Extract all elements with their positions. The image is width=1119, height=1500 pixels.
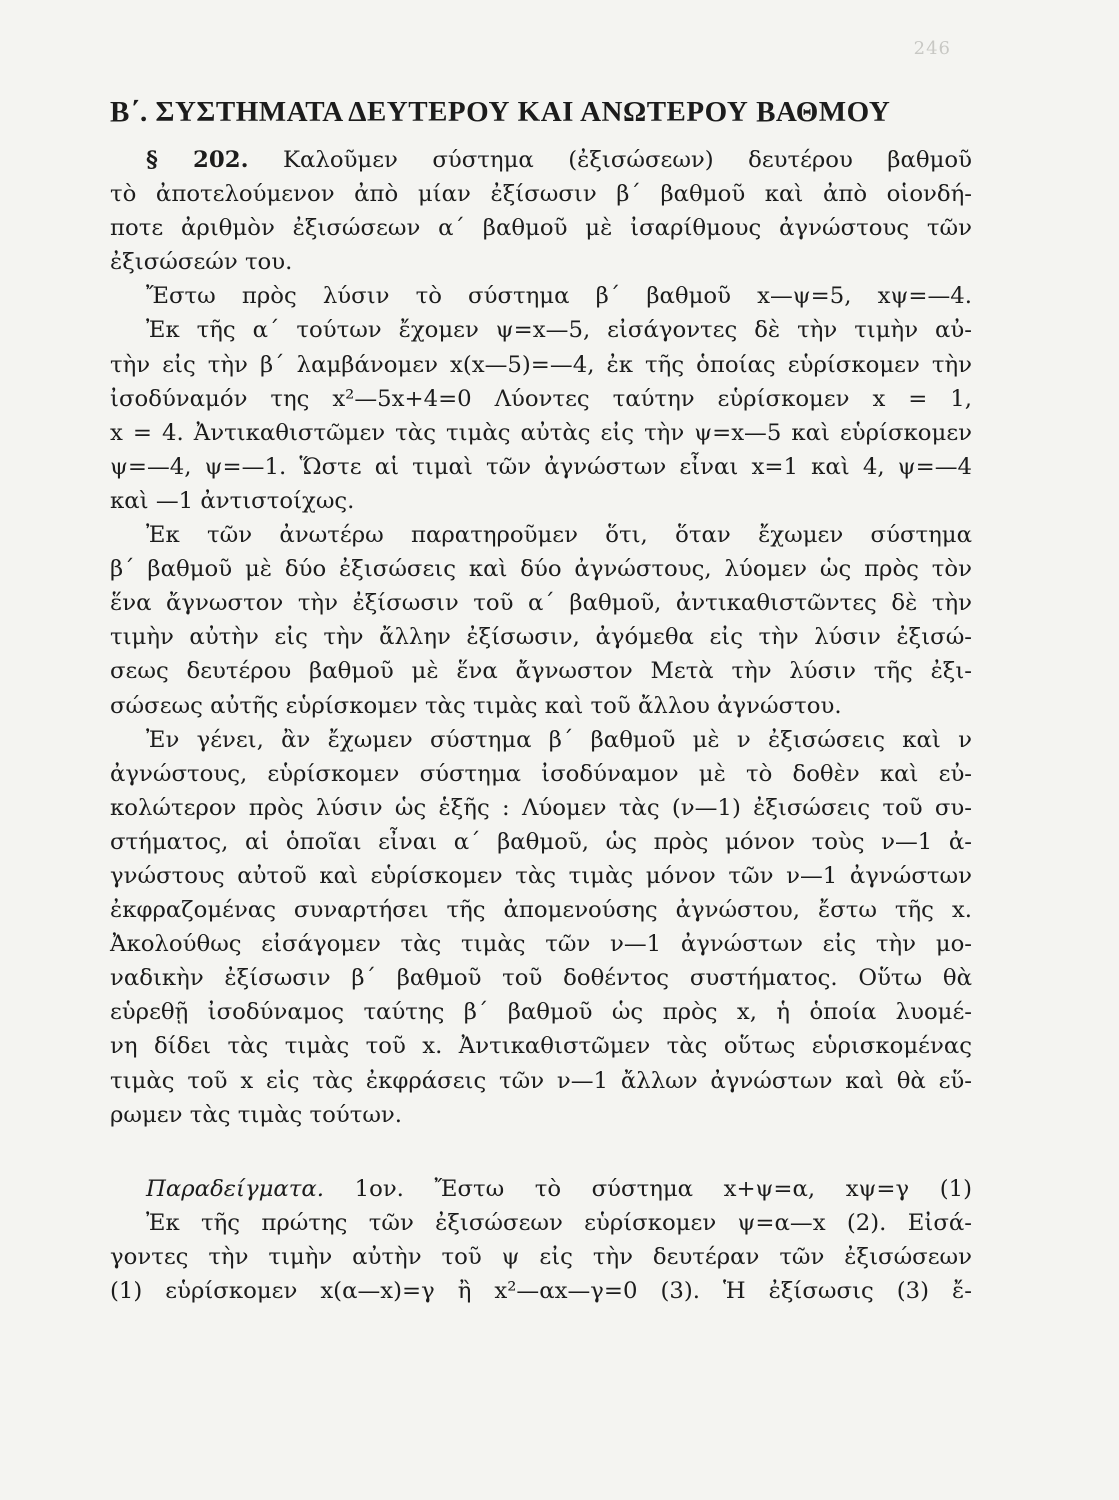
paragraph-line: σώσεως αὐτῆς εὑρίσκομεν τὰς τιμὰς καὶ τοῦ ἄλλου ἀγνώστου. (110, 692, 842, 719)
paragraph-202 (110, 143, 972, 279)
section-title: Β΄. ΣΥΣΤΗΜΑΤΑ ΔΕΥΤΕΡΟΥ ΚΑΙ ΑΝΩΤΕΡΟΥ ΒΑΘΜΟΥ (110, 96, 891, 128)
paragraph-line: ἀγνώστους, εὑρίσκομεν σύστημα ἰσοδύναμον μὲ τὸ δοθὲν καὶ εὐ- (110, 760, 972, 787)
paragraph-line: Ἐκ τῆς πρώτης τῶν ἐξισώσεων εὑρίσκομεν ψ=α—x (2). Εἰσά- (146, 1209, 972, 1236)
paragraph-gap (110, 1132, 972, 1172)
paragraph-line: γνώστους αὐτοῦ καὶ εὑρίσκομεν τὰς τιμὰς μόνον τῶν ν—1 ἀγνώστων (110, 862, 972, 889)
paragraph-line: Ἔστω πρὸς λύσιν τὸ σύστημα β΄ βαθμοῦ x—ψ=5, xψ=—4. (146, 283, 972, 310)
paragraph-line: Ἐκ τῶν ἀνωτέρω παρατηροῦμεν ὅτι, ὅταν ἔχωμεν σύστημα (146, 522, 972, 549)
paragraph-line: τιμὰς τοῦ x εἰς τὰς ἐκφράσεις τῶν ν—1 ἄλλων ἀγνώστων καὶ θὰ εὕ- (110, 1067, 972, 1094)
paragraph-line: ἰσοδύναμόν της x²—5x+4=0 Λύοντες ταύτην εὑρίσκομεν x = 1, (110, 385, 972, 412)
general-case-paragraph (110, 723, 972, 1132)
paragraph-line: Παραδείγματα. 1ον. Ἔστω τὸ σύστημα x+ψ=α, xψ=γ (1) (146, 1175, 972, 1202)
paragraph-line: τὴν εἰς τὴν β΄ λαμβάνομεν x(x—5)=—4, ἐκ τῆς ὁποίας εὑρίσκομεν τὴν (110, 351, 972, 378)
paragraph-line: ἐξισώσεών του. (110, 249, 293, 276)
paragraph-line: (1) εὑρίσκομεν x(α—x)=γ ἢ x²—αx—γ=0 (3). Ἡ ἐξίσωσις (3) ἔ- (110, 1278, 972, 1304)
observation-paragraph (110, 518, 972, 723)
paragraph-line: ρωμεν τὰς τιμὰς τούτων. (110, 1101, 403, 1128)
paragraph-line: Ἀκολούθως εἰσάγομεν τὰς τιμὰς τῶν ν—1 ἀγνώστων εἰς τὴν μο- (110, 931, 972, 958)
paragraph-line: Ἐν γένει, ἂν ἔχωμεν σύστημα β΄ βαθμοῦ μὲ ν ἐξισώσεις καὶ ν (146, 726, 972, 753)
paragraph-line: ποτε ἀριθμὸν ἐξισώσεων α΄ βαθμοῦ μὲ ἰσαρίθμους ἀγνώστους τῶν (110, 215, 972, 242)
paragraph-line: ναδικὴν ἐξίσωσιν β΄ βαθμοῦ τοῦ δοθέντος συστήματος. Οὕτω θὰ (110, 965, 972, 992)
examples-heading: Παραδείγματα. (146, 1175, 325, 1202)
paragraph-line: ψ=—4, ψ=—1. Ὥστε αἱ τιμαὶ τῶν ἀγνώστων εἶναι x=1 καὶ 4, ψ=—4 (110, 453, 972, 480)
paragraph-line: τιμὴν αὐτὴν εἰς τὴν ἄλλην ἐξίσωσιν, ἀγόμεθα εἰς τὴν λύσιν ἐξισώ- (110, 624, 972, 651)
section-mark: § 202. (146, 147, 249, 173)
paragraph-line: γοντες τὴν τιμὴν αὐτὴν τοῦ ψ εἰς τὴν δευτέραν τῶν ἐξισώσεων (110, 1243, 972, 1270)
paragraph-line: ἕνα ἄγνωστον τὴν ἐξίσωσιν τοῦ α΄ βαθμοῦ, ἀντικαθιστῶντες δὲ τὴν (110, 590, 972, 617)
example-system (110, 279, 972, 518)
paragraph-line: β΄ βαθμοῦ μὲ δύο ἐξισώσεις καὶ δύο ἀγνώστους, λύομεν ὡς πρὸς τὸν (110, 556, 972, 583)
paragraph-line: κολώτερον πρὸς λύσιν ὡς ἑξῆς : Λύομεν τὰς (ν—1) ἐξισώσεις τοῦ συ- (110, 794, 972, 821)
paragraph-line: εὑρεθῇ ἰσοδύναμος ταύτης β΄ βαθμοῦ ὡς πρὸς x, ἡ ὁποία λυομέ- (110, 999, 972, 1026)
paragraph-line: καὶ —1 ἀντιστοίχως. (110, 487, 355, 514)
page-content (110, 96, 972, 1308)
page-number: 246 (913, 38, 951, 59)
paragraph-line: Ἐκ τῆς α΄ τούτων ἔχομεν ψ=x—5, εἰσάγοντες δὲ τὴν τιμὴν αὐ- (146, 317, 972, 344)
paragraph-line: x = 4. Ἀντικαθιστῶμεν τὰς τιμὰς αὐτὰς εἰς τὴν ψ=x—5 καὶ εὑρίσκομεν (110, 419, 972, 446)
examples-paragraph (110, 1172, 972, 1308)
paragraph-line: στήματος, αἱ ὁποῖαι εἶναι α΄ βαθμοῦ, ὡς πρὸς μόνον τοὺς ν—1 ἀ- (110, 828, 972, 855)
paragraph-line: σεως δευτέρου βαθμοῦ μὲ ἕνα ἄγνωστον Μετὰ τὴν λύσιν τῆς ἐξι- (110, 658, 972, 685)
paragraph-line: τὸ ἀποτελούμενον ἀπὸ μίαν ἐξίσωσιν β΄ βαθμοῦ καὶ ἀπὸ οἱονδή- (110, 181, 972, 208)
paragraph-line: ἐκφραζομένας συναρτήσει τῆς ἀπομενούσης ἀγνώστου, ἔστω τῆς x. (110, 897, 972, 924)
paragraph-line: νη δίδει τὰς τιμὰς τοῦ x. Ἀντικαθιστῶμεν τὰς οὕτως εὑρισκομένας (110, 1033, 972, 1060)
paragraph-line: § 202. Καλοῦμεν σύστημα (ἐξισώσεων) δευτέρου βαθμοῦ (146, 147, 972, 173)
